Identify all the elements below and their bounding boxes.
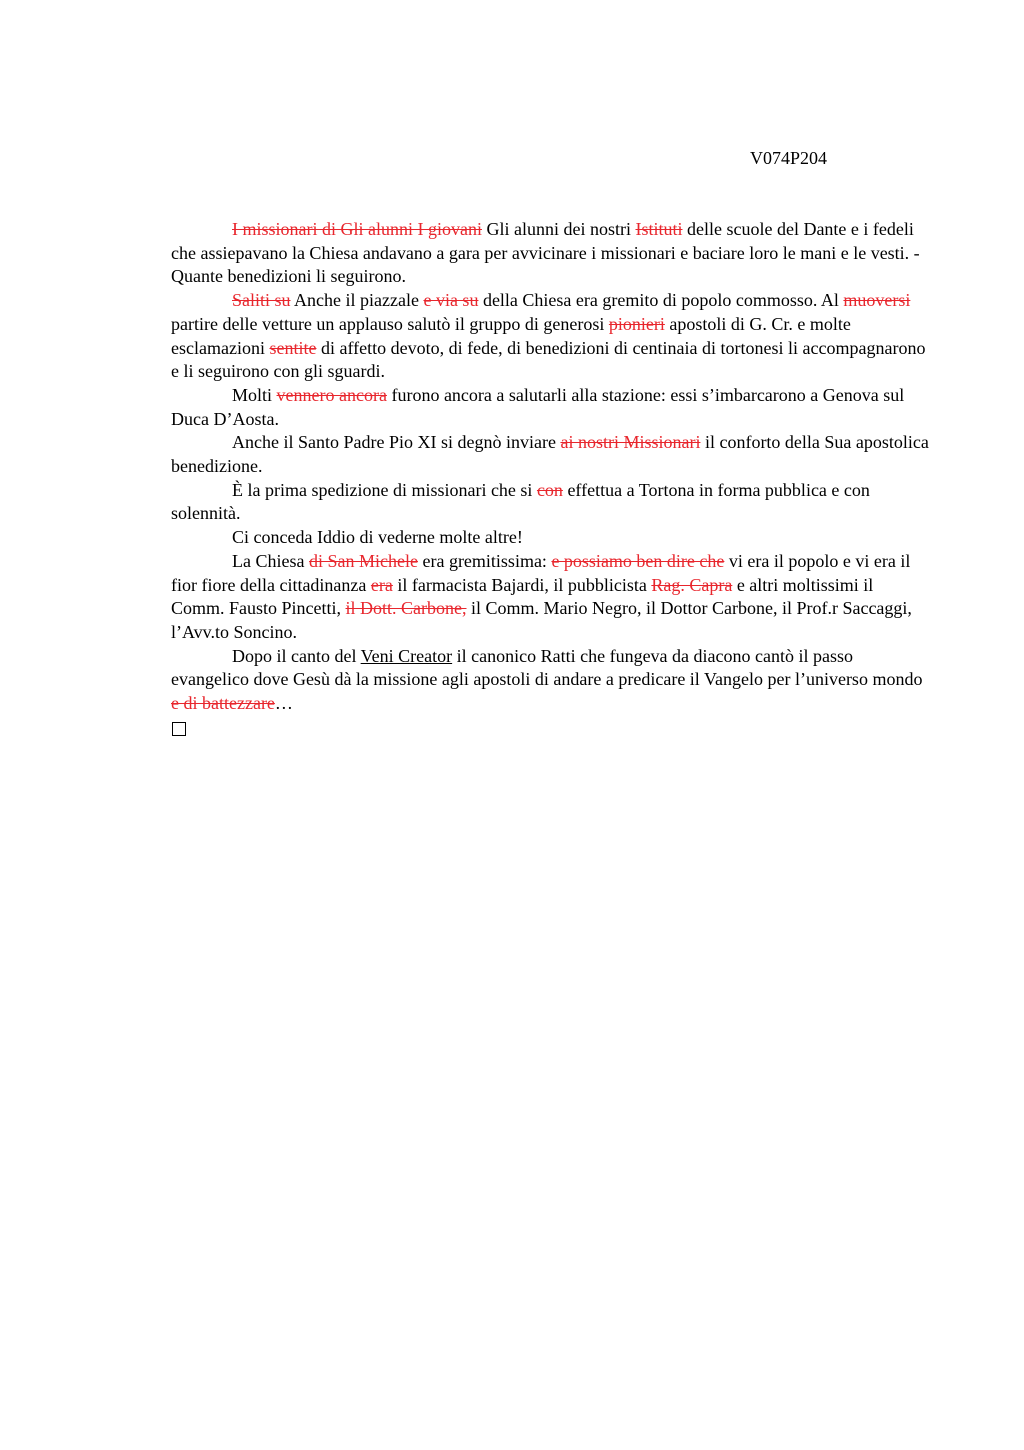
text-run: era gremitissima: [417,550,552,571]
text-run: apostoli di G. Cr. e molte esclamazioni [171,313,851,358]
deleted-text: Istituti [635,219,683,239]
deleted-text: il Dott. Carbone, [345,598,467,619]
deleted-text: ai nostri Missionari [560,432,701,453]
text-run: il conforto della Sua apostolica benedizione. [171,432,929,477]
text-run: il canonico Ratti che fungeva da diacono cantò il passo evangelico dove Gesù dà la missione agli apostoli di andare a predicare il Vangelo per l’universo mondo [171,645,923,690]
deleted-text: vennero ancora [276,384,387,405]
text-run: partire delle vetture un applauso salutò il gruppo di generosi [171,313,609,334]
text-run: Gli alunni dei nostri [481,219,636,239]
deleted-text: con [536,479,563,500]
text-run: il farmacista Bajardi, il pubblicista [392,574,652,595]
text-run: La Chiesa [232,550,309,571]
underlined-title: Veni Creator [360,645,453,666]
text-run: furono ancora a salutarli alla stazione: essi s’imbarcarono a Genova sul Duca D’Aosta. [171,384,905,429]
paragraph-5 [171,479,931,526]
paragraph-6 [171,526,931,550]
text-run: della Chiesa era gremito di popolo commosso. Al [478,290,844,311]
paragraph-1 [171,218,931,289]
text-run: … [274,693,293,714]
paragraph-3 [171,384,931,431]
text-run: delle scuole del Dante e i fedeli che assiepavano la Chiesa andavano a gara per avvicinare i missionari e baciare loro le mani e le vesti. - Quante benedizioni li seguirono. [171,219,920,287]
deleted-text: di San Michele [308,550,418,571]
checkbox-icon [172,722,186,736]
deleted-text: e di battezzare [171,693,275,714]
deleted-text: e possiamo ben dire che [551,550,725,571]
document-body [171,218,931,736]
deleted-text: Saliti su [232,290,291,311]
text-run: il Comm. Mario Negro, il Dottor Carbone, il Prof.r Saccaggi, l’Avv.to Soncino. [171,598,912,642]
deleted-text: era [370,574,393,595]
text-run: Dopo il canto del [232,645,361,666]
deleted-text: Rag. Capra [651,574,733,595]
page-code: V074P204 [750,148,828,168]
deleted-text: e via su [423,290,479,311]
text-run: È la prima spedizione di missionari che si [232,479,537,500]
deleted-text: I missionari di Gli alunni I giovani [232,219,482,239]
text-run: Ci conceda Iddio di vederne molte altre! [232,527,523,548]
text-run: effettua a Tortona in forma pubblica e con solennità. [171,479,870,524]
text-run: vi era il popolo e vi era il fior fiore della cittadinanza [171,550,911,595]
deleted-text: sentite [269,337,317,358]
text-run: Anche il Santo Padre Pio XI si degnò inviare [232,432,561,453]
text-run: Anche il piazzale [290,290,424,311]
deleted-text: muoversi [843,290,911,311]
text-run: Molti [232,384,277,405]
paragraph-2 [171,289,931,384]
text-run: e altri moltissimi il Comm. Fausto Pincetti, [171,574,874,619]
paragraph-8 [171,645,931,716]
paragraph-4 [171,431,931,478]
deleted-text: pionieri [608,313,665,334]
text-run: di affetto devoto, di fede, di benedizioni di centinaia di tortonesi li accompagnarono e li seguirono con gli sguardi. [171,337,926,382]
paragraph-7 [171,550,931,645]
